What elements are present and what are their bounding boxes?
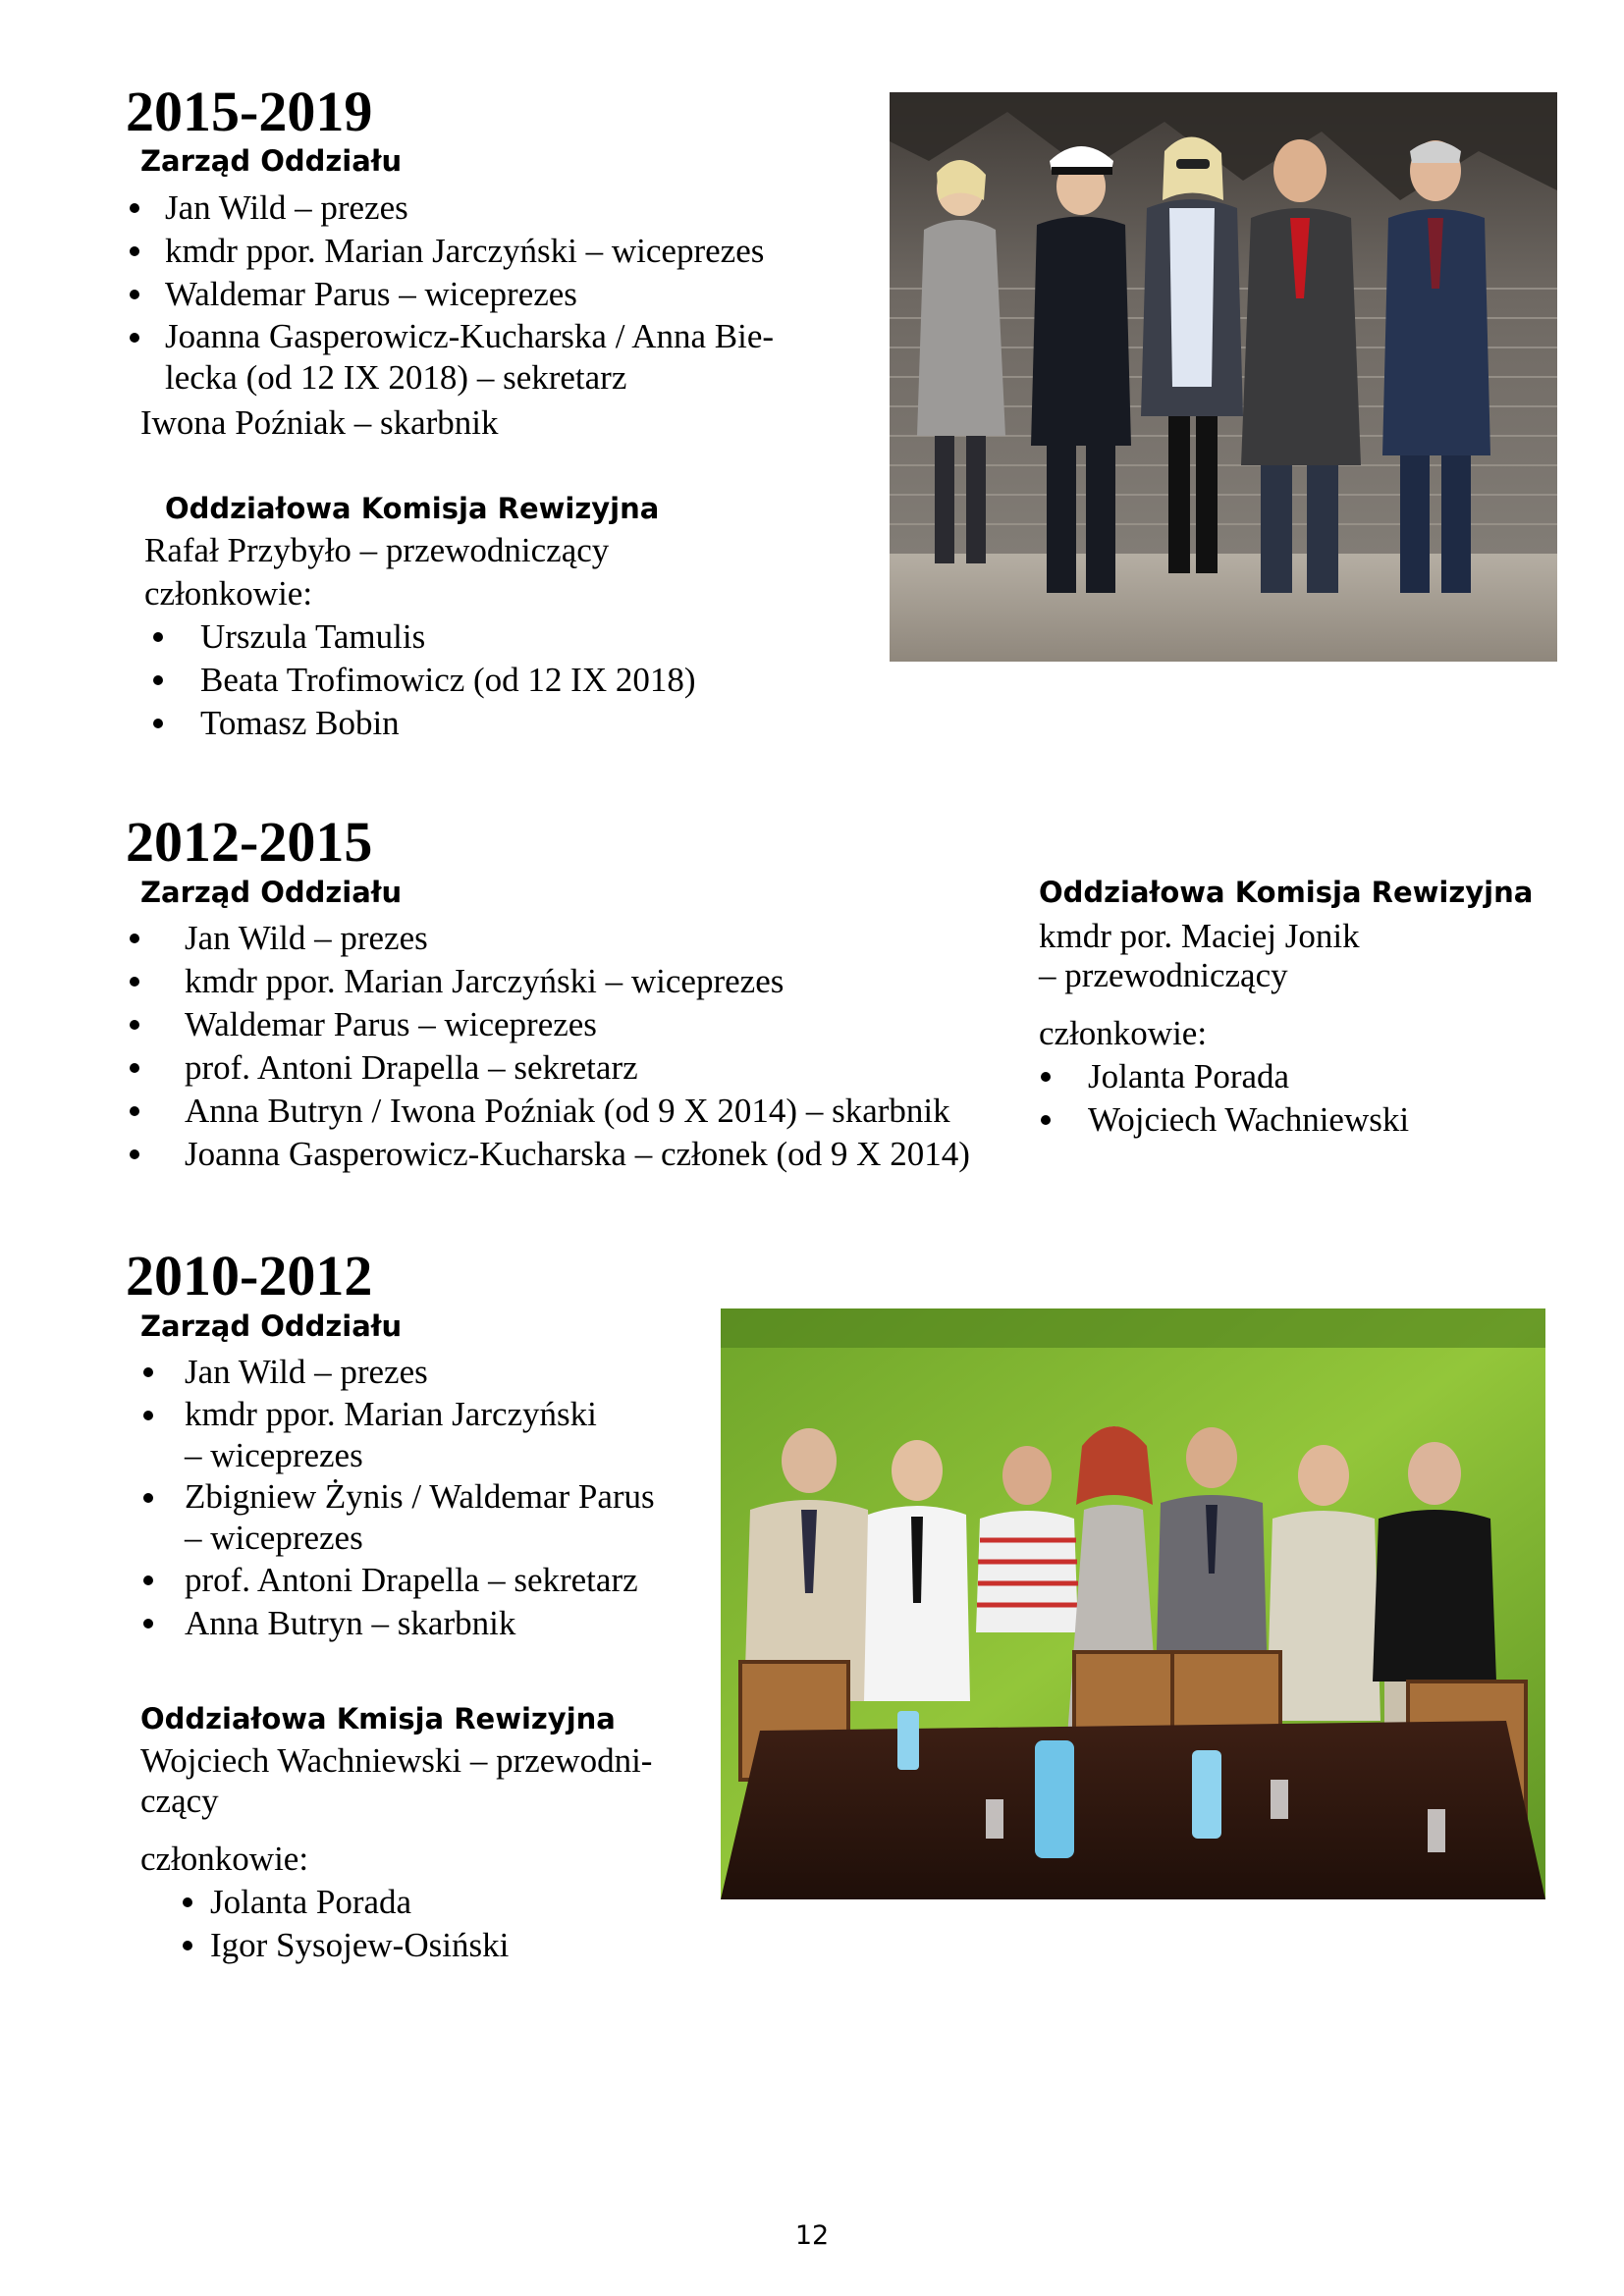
members-list-2012 bbox=[1037, 1055, 1409, 1142]
audit-heading-2012: Oddziałowa Komisja Rewizyjna bbox=[1039, 876, 1534, 909]
board-list-2015 bbox=[126, 187, 774, 399]
group-photo-2010-illustration bbox=[721, 1308, 1545, 1899]
audit-heading-2015: Oddziałowa Komisja Rewizyjna bbox=[165, 492, 660, 525]
list-item: Anna Butryn / Iwona Poźniak (od 9 X 2014) – skarbnik bbox=[126, 1090, 970, 1133]
list-item: kmdr ppor. Marian Jarczyński – wiceprezes bbox=[139, 1394, 655, 1476]
audit-chair-2015: Rafał Przybyło – przewodniczący bbox=[144, 531, 610, 569]
list-item: Beata Trofimowicz (od 12 IX 2018) bbox=[149, 659, 696, 702]
section-year-2010-2012: 2010-2012 bbox=[126, 1244, 373, 1308]
audit-chair-2010-line1: Wojciech Wachniewski – przewodni- bbox=[140, 1741, 653, 1780]
board-heading-2012: Zarząd Oddziału bbox=[140, 876, 403, 909]
list-item: Zbigniew Żynis / Waldemar Parus – wiceprezes bbox=[139, 1476, 655, 1559]
section-year-2012-2015: 2012-2015 bbox=[126, 810, 373, 874]
list-item: kmdr ppor. Marian Jarczyński – wiceprezes bbox=[126, 960, 970, 1003]
group-photo-2015-illustration bbox=[890, 92, 1557, 662]
members-list-2010 bbox=[179, 1881, 509, 1967]
group-photo-2010 bbox=[721, 1308, 1545, 1899]
group-photo-2015 bbox=[890, 92, 1557, 662]
section-year-2015-2019: 2015-2019 bbox=[126, 80, 373, 143]
list-item: Igor Sysojew-Osiński bbox=[179, 1924, 509, 1967]
board-list-2010 bbox=[139, 1351, 655, 1645]
list-item: Joanna Gasperowicz-Kucharska / Anna Bie- lecka (od 12 IX 2018) – sekretarz bbox=[126, 316, 774, 399]
list-item: Jolanta Porada bbox=[1037, 1055, 1409, 1098]
list-item: prof. Antoni Drapella – sekretarz bbox=[139, 1559, 655, 1602]
list-item: Jan Wild – prezes bbox=[126, 187, 774, 230]
board-list-2012 bbox=[126, 917, 970, 1176]
members-label-2010: członkowie: bbox=[140, 1840, 309, 1878]
list-item: Jan Wild – prezes bbox=[126, 917, 970, 960]
list-item: Tomasz Bobin bbox=[149, 702, 696, 745]
page-number: 12 bbox=[794, 2220, 830, 2251]
members-label-2012: członkowie: bbox=[1039, 1014, 1208, 1052]
list-item: Joanna Gasperowicz-Kucharska – członek (od 9 X 2014) bbox=[126, 1133, 970, 1176]
audit-chair-2012-line1: kmdr por. Maciej Jonik bbox=[1039, 917, 1360, 955]
treasurer-2015: Iwona Poźniak – skarbnik bbox=[140, 403, 499, 442]
list-item: Jolanta Porada bbox=[179, 1881, 509, 1924]
list-item: Waldemar Parus – wiceprezes bbox=[126, 1003, 970, 1046]
members-list-2015 bbox=[149, 615, 696, 745]
audit-chair-2010-line2: czący bbox=[140, 1782, 219, 1820]
list-item: prof. Antoni Drapella – sekretarz bbox=[126, 1046, 970, 1090]
board-heading-2015: Zarząd Oddziału bbox=[140, 144, 403, 178]
list-item: Wojciech Wachniewski bbox=[1037, 1098, 1409, 1142]
list-item: Jan Wild – prezes bbox=[139, 1351, 655, 1394]
board-heading-2010: Zarząd Oddziału bbox=[140, 1309, 403, 1343]
list-item: kmdr ppor. Marian Jarczyński – wiceprezes bbox=[126, 230, 774, 273]
audit-chair-2012-line2: – przewodniczący bbox=[1039, 956, 1288, 994]
members-label-2015: członkowie: bbox=[144, 574, 313, 613]
list-item: Anna Butryn – skarbnik bbox=[139, 1602, 655, 1645]
audit-heading-2010: Oddziałowa Kmisja Rewizyjna bbox=[140, 1702, 616, 1735]
list-item: Urszula Tamulis bbox=[149, 615, 696, 659]
list-item: Waldemar Parus – wiceprezes bbox=[126, 273, 774, 316]
